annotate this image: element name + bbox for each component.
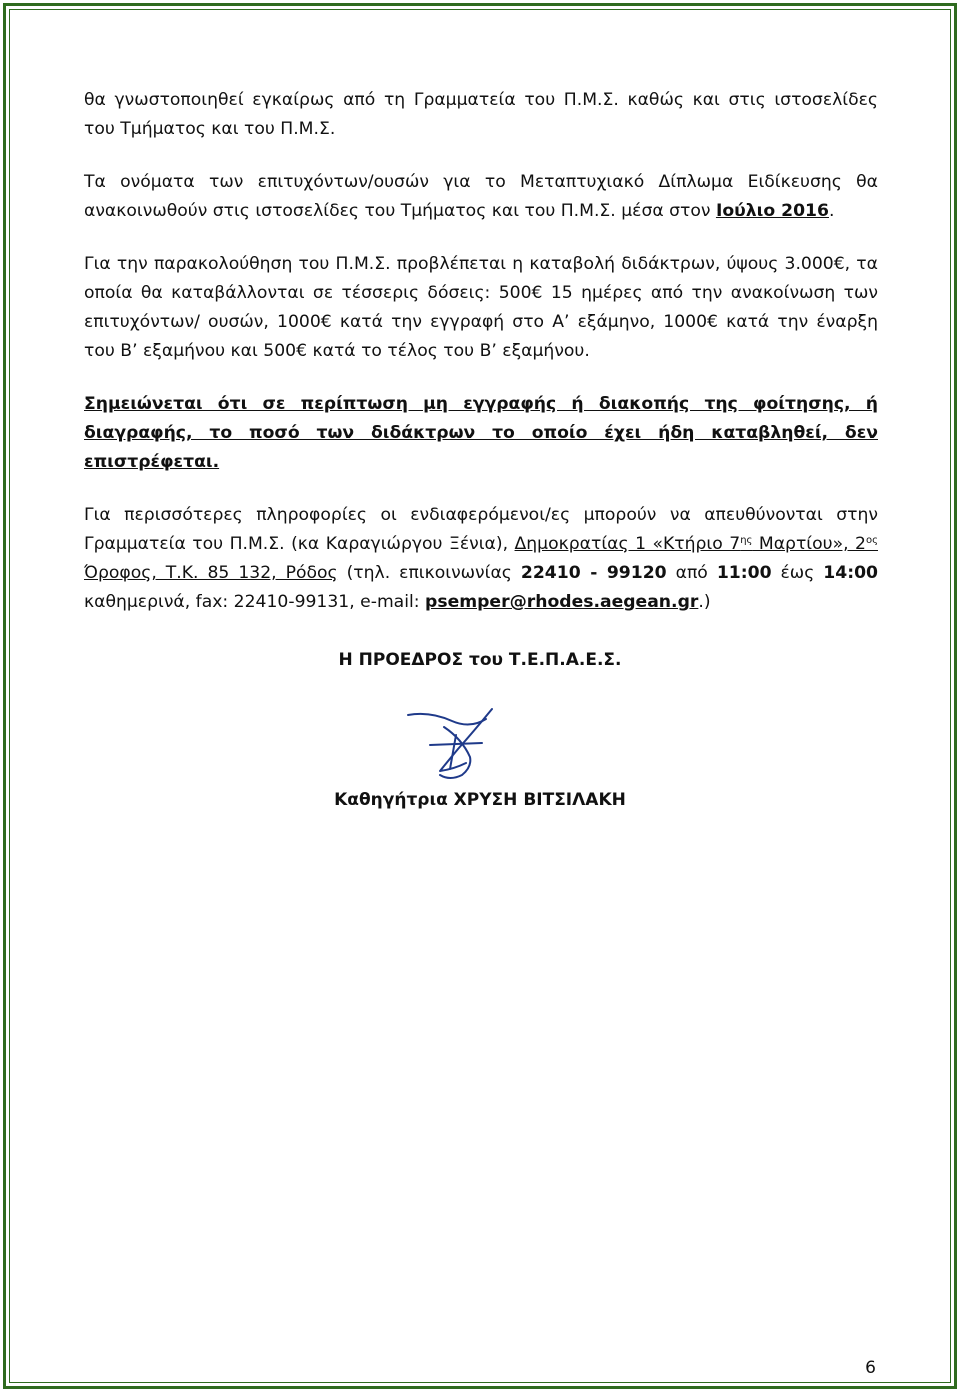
address-part-b: Μαρτίου», 2 bbox=[752, 534, 866, 554]
paragraph-tuition: Για την παρακολούθηση του Π.Μ.Σ. προβλέπεται η καταβολή διδάκτρων, ύψους 3.000€, τα οποία θα καταβάλλονται σε τέσσερις δόσεις: 500€ 15 ημέρες από την ανακοίνωση των επιτυχόντων/ ουσών, 1000€ κατά την εγγραφή στο Α’ εξάμηνο, 1000€ κατά την έναρξη του Β’ εξαμήνου και 500€ κατά το τέλος του Β’ εξαμήνου. bbox=[84, 254, 878, 361]
tel-number: 22410 - 99120 bbox=[520, 563, 667, 583]
paragraph-announcement: θα γνωστοποιηθεί εγκαίρως από τη Γραμματεία του Π.Μ.Σ. καθώς και στις ιστοσελίδες του Τμήματος και του Π.Μ.Σ. bbox=[84, 90, 878, 139]
results-date: Ιούλιο 2016 bbox=[715, 201, 829, 221]
to-label: έως bbox=[771, 563, 824, 583]
paragraph-results bbox=[84, 168, 878, 226]
signer-title: Η ΠΡΟΕΔΡΟΣ του Τ.Ε.Π.Α.Ε.Σ. bbox=[338, 650, 622, 670]
page-number: 6 bbox=[865, 1358, 876, 1378]
contact-intro: Για περισσότερες πληροφορίες οι ενδιαφερόμενοι/ες μπορούν να απευθύνονται στην Γραμματεία του Π.Μ.Σ. (κα Καραγιώργου Ξένια), bbox=[84, 505, 878, 554]
address-part-a: Δημοκρατίας 1 «Κτήριο 7 bbox=[514, 534, 741, 554]
tel-label: (τηλ. επικοινωνίας bbox=[337, 563, 521, 583]
document-body bbox=[84, 86, 878, 617]
paragraph-refund-notice: Σημειώνεται ότι σε περίπτωση μη εγγραφής ή διακοπής της φοίτησης, ή διαγραφής, το ποσό των διδάκτρων το οποίο έχει ήδη καταβληθεί, δεν επιστρέφεται. bbox=[84, 394, 878, 472]
signature-image bbox=[400, 705, 510, 785]
email-link[interactable]: psemper@rhodes.aegean.gr bbox=[425, 592, 699, 612]
contact-close: .) bbox=[698, 592, 711, 612]
results-end: . bbox=[828, 201, 835, 221]
from-label: από bbox=[666, 563, 717, 583]
paragraph-contact bbox=[84, 501, 878, 617]
time-from: 11:00 bbox=[716, 563, 772, 583]
address-sup-1: ης bbox=[740, 535, 753, 546]
time-to: 14:00 bbox=[823, 563, 878, 583]
signer-name: Καθηγήτρια ΧΡΥΣΗ ΒΙΤΣΙΛΑΚΗ bbox=[334, 790, 626, 810]
fax-email-label: καθημερινά, fax: 22410-99131, e-mail: bbox=[84, 592, 426, 612]
address-part-c: Όροφος, Τ.Κ. 85 132, Ρόδος bbox=[84, 563, 338, 583]
results-text: Τα ονόματα των επιτυχόντων/ουσών για το Μεταπτυχιακό Δίπλωμα Ειδίκευσης θα ανακοινωθούν στις ιστοσελίδες του Τμήματος και του Π.Μ.Σ. μέσα στον bbox=[84, 172, 878, 221]
address-sup-2: ος bbox=[866, 535, 878, 546]
